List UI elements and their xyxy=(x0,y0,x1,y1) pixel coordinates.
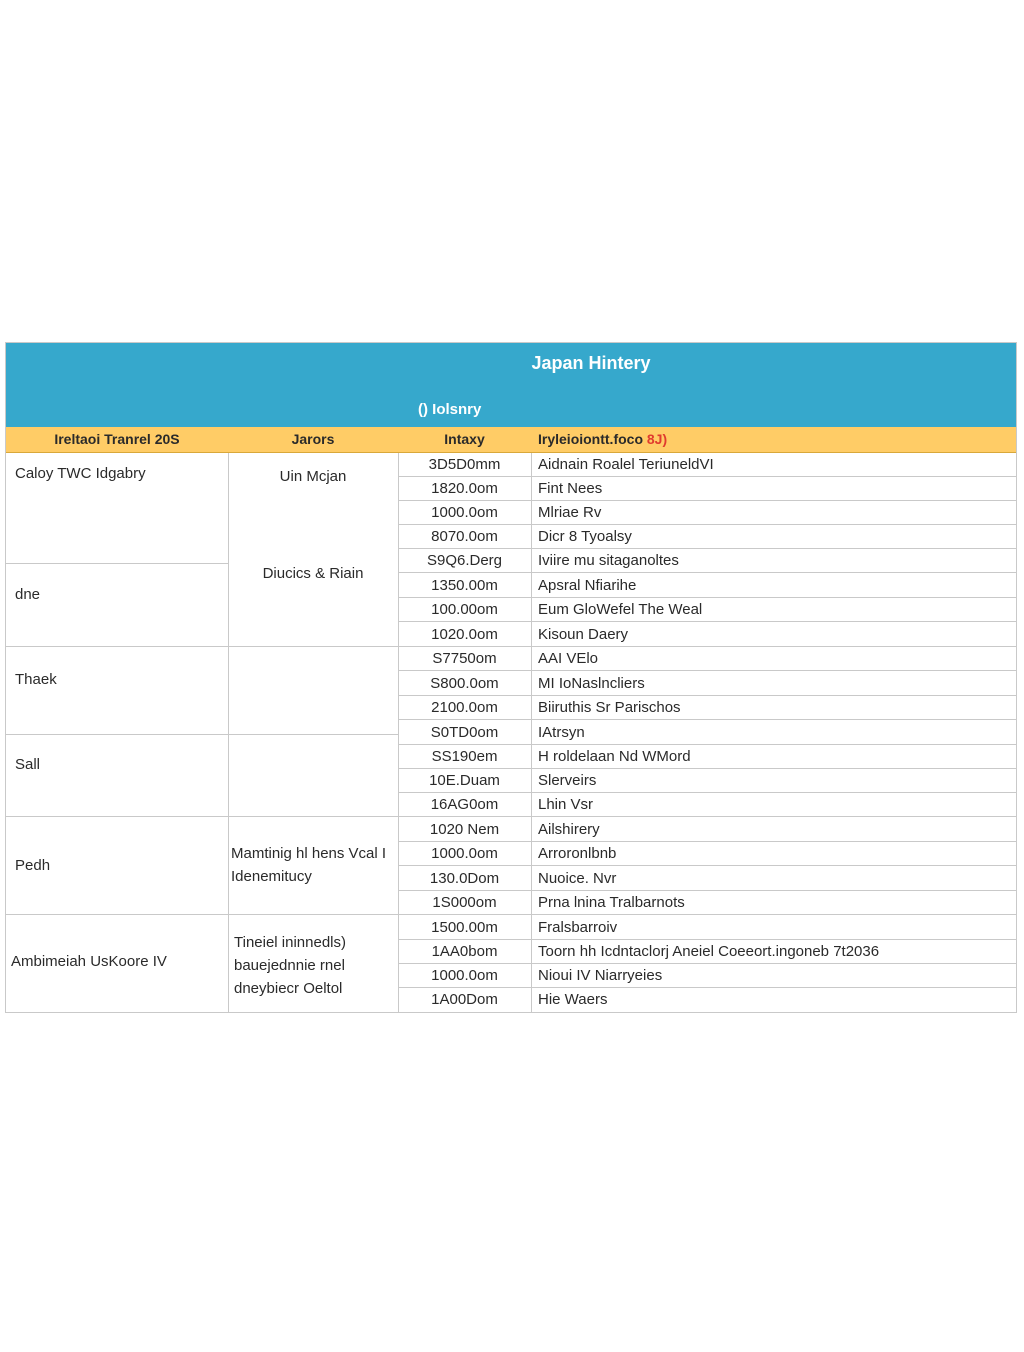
amount-cell: S0TD0om xyxy=(430,724,499,741)
group-label: Pedh xyxy=(15,857,51,874)
table-row xyxy=(398,574,1016,598)
header-col4-accent: 8J) xyxy=(646,431,668,447)
middle-cell xyxy=(228,453,398,647)
amount-cell: 16AG0om xyxy=(430,796,499,813)
amount-cell: S9Q6.Derg xyxy=(426,552,503,569)
description-cell: AAI VElo xyxy=(538,650,599,667)
amount-cell: 1350.00m xyxy=(431,577,498,594)
header-col2: Jarors xyxy=(291,431,335,447)
table-row xyxy=(398,745,1016,769)
amount-cell: 1000.0om xyxy=(431,967,498,984)
table-row xyxy=(398,940,1016,964)
table-row xyxy=(398,453,1016,477)
description-cell: Ailshirery xyxy=(538,821,600,838)
table-row xyxy=(398,988,1016,1012)
group-cell xyxy=(6,915,228,1013)
group-label: Thaek xyxy=(15,671,57,688)
amount-cell: 130.0Dom xyxy=(429,870,500,887)
table-row xyxy=(398,477,1016,501)
middle-cell xyxy=(228,647,398,735)
table-row xyxy=(398,964,1016,988)
table-row xyxy=(398,916,1016,940)
table-row xyxy=(398,549,1016,573)
description-cell: Iviire mu sitaganoltes xyxy=(538,552,679,569)
description-cell: Apsral Nfiarihe xyxy=(538,577,637,594)
description-cell: IAtrsyn xyxy=(538,724,585,741)
description-cell: Hie Waers xyxy=(538,991,608,1008)
description-cell: Slerveirs xyxy=(538,772,597,789)
table-row xyxy=(398,818,1016,842)
table-row xyxy=(398,891,1016,915)
description-cell: Fint Nees xyxy=(538,480,603,497)
group-label: Sall xyxy=(15,756,41,773)
table-header-row xyxy=(6,427,1016,453)
amount-cell: 1820.0om xyxy=(431,480,498,497)
table-row xyxy=(398,793,1016,817)
description-cell: Dicr 8 Tyoalsy xyxy=(538,528,632,545)
table-row xyxy=(398,769,1016,793)
group-cell xyxy=(6,735,228,817)
group-label: Ambimeiah UsKoore IV xyxy=(11,953,167,970)
description-cell: Nioui IV Niarryeies xyxy=(538,967,663,984)
amount-cell: 8070.0om xyxy=(431,528,498,545)
group-label: Caloy TWC Idgabry xyxy=(15,465,146,482)
description-cell: Biiruthis Sr Parischos xyxy=(538,699,681,716)
table-row xyxy=(398,842,1016,866)
amount-cell: 100.00om xyxy=(431,601,498,618)
table-row xyxy=(398,501,1016,525)
group-cell xyxy=(6,453,228,564)
middle-label: Mamtinig hl hens Vcal I Idenemitucy xyxy=(231,845,387,885)
table-subtitle: () Iolsnry xyxy=(418,401,482,418)
table-row xyxy=(398,598,1016,622)
group-label: dne xyxy=(15,586,41,603)
amount-cell: SS190em xyxy=(431,748,498,765)
amount-cell: 1S000om xyxy=(432,894,497,911)
middle-cell xyxy=(228,915,398,1013)
amount-cell: 1020.0om xyxy=(431,626,498,643)
table-row xyxy=(398,525,1016,549)
amount-cell: 1A00Dom xyxy=(431,991,498,1008)
header-col3: Intaxy xyxy=(444,431,485,447)
middle-cell xyxy=(228,735,398,817)
table-row xyxy=(398,696,1016,720)
middle-label: Uin Mcjan xyxy=(279,468,347,485)
amount-cell: 1020 Nem xyxy=(429,821,500,838)
amount-cell: 2100.0om xyxy=(431,699,498,716)
description-cell: Eum GloWefel The Weal xyxy=(538,601,703,618)
table-row xyxy=(398,647,1016,671)
description-cell: Nuoice. Nvr xyxy=(538,870,617,887)
amount-cell: 1AA0bom xyxy=(431,943,498,960)
middle-label: Diucics & Riain xyxy=(262,565,364,582)
amount-cell: 1000.0om xyxy=(431,504,498,521)
table-row xyxy=(398,623,1016,647)
table-row xyxy=(398,672,1016,696)
description-cell: Fralsbarroiv xyxy=(538,919,618,936)
header-col4 xyxy=(531,427,1023,452)
description-cell: MI IoNaslncliers xyxy=(538,675,645,692)
amount-cell: 10E.Duam xyxy=(429,772,500,789)
table-row xyxy=(398,721,1016,745)
amount-cell: 3D5D0mm xyxy=(428,456,501,473)
table-sheet xyxy=(5,342,1017,1013)
amount-cell: S7750om xyxy=(432,650,497,667)
group-cell xyxy=(6,817,228,915)
amount-cell: 1500.00m xyxy=(431,919,498,936)
description-cell: Prna lnina Tralbarnots xyxy=(538,894,685,911)
table-title: Japan Hintery xyxy=(531,353,651,373)
table-body xyxy=(6,453,1016,1013)
table-banner xyxy=(6,343,1016,427)
description-cell: Kisoun Daery xyxy=(538,626,629,643)
group-cell xyxy=(6,564,228,647)
table-row xyxy=(398,867,1016,891)
amount-cell: S800.0om xyxy=(430,675,499,692)
amount-cell: 1000.0om xyxy=(431,845,498,862)
group-cell xyxy=(6,647,228,735)
middle-cell xyxy=(228,817,398,915)
header-col1: Ireltaoi Tranrel 20S xyxy=(54,431,180,447)
description-cell: Lhin Vsr xyxy=(538,796,594,813)
middle-label: Tineiel ininnedls) bauejednnie rnel dneybiecr Oeltol xyxy=(234,934,347,997)
description-cell: Arroronlbnb xyxy=(538,845,617,862)
description-cell: Aidnain Roalel TeriuneldVI xyxy=(538,456,714,473)
description-cell: H roldelaan Nd WMord xyxy=(538,748,691,765)
header-col4-text: Iryleioiontt.foco xyxy=(538,431,643,447)
description-cell: Toorn hh Icdntaclorj Aneiel Coeeort.ingoneb 7t2036 xyxy=(538,943,880,960)
description-cell: Mlriae Rv xyxy=(538,504,602,521)
